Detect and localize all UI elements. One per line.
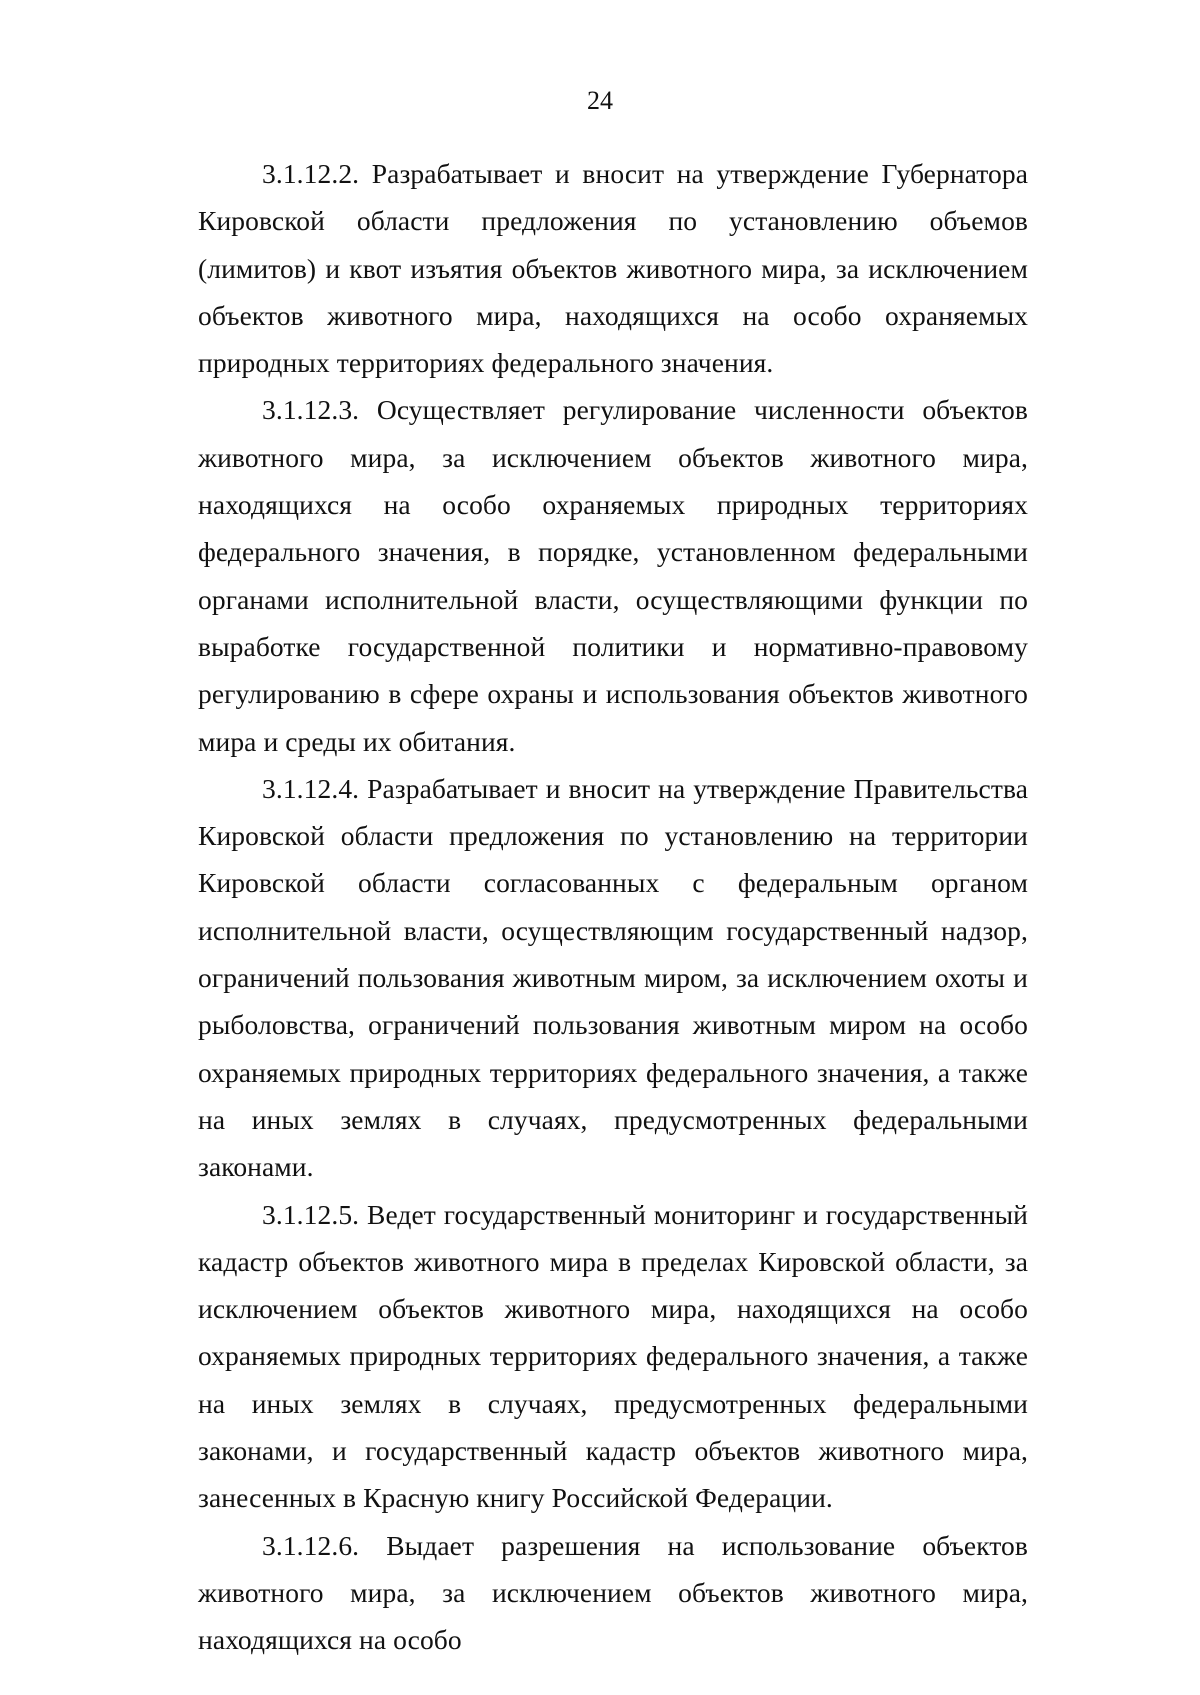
- paragraph-3-1-12-3: 3.1.12.3. Осуществляет регулирование численности объектов животного мира, за исключением объектов животного мира, находящихся на особо охраняемых природных территориях федерального значения, в порядке, установленном федеральными органами исполнительной власти, осуществляющими функции по выработке государственной политики и нормативно-правовому регулированию в сфере охраны и использования объектов животного мира и среды их обитания.: [198, 394, 1028, 757]
- paragraph-3-1-12-5: 3.1.12.5. Ведет государственный мониторинг и государственный кадастр объектов животного мира в пределах Кировской области, за исключением объектов животного мира, находящихся на особо охраняемых природных территориях федерального значения, а также на иных землях в случаях, предусмотренных федеральными законами, и государственный кадастр объектов животного мира, занесенных в Красную книгу Российской Федерации.: [198, 1198, 1028, 1514]
- paragraph-3-1-12-2: 3.1.12.2. Разрабатывает и вносит на утверждение Губернатора Кировской области предложения по установлению объемов (лимитов) и квот изъятия объектов животного мира, за исключением объектов животного мира, находящихся на особо охраняемых природных территориях федерального значения.: [198, 158, 1028, 379]
- page-number: 24: [587, 86, 613, 115]
- paragraph-3-1-12-4: 3.1.12.4. Разрабатывает и вносит на утверждение Правительства Кировской области предложения по установлению на территории Кировской области согласованных с федеральным органом исполнительной власти, осуществляющим государственный надзор, ограничений пользования животным миром, за исключением охоты и рыболовства, ограничений пользования животным миром на особо охраняемых природных территориях федерального значения, а также на иных землях в случаях, предусмотренных федеральными законами.: [198, 772, 1028, 1183]
- paragraph-3-1-12-6: 3.1.12.6. Выдает разрешения на использование объектов животного мира, за исключением объектов животного мира, находящихся на особо: [198, 1529, 1028, 1656]
- document-body: [198, 150, 1028, 1664]
